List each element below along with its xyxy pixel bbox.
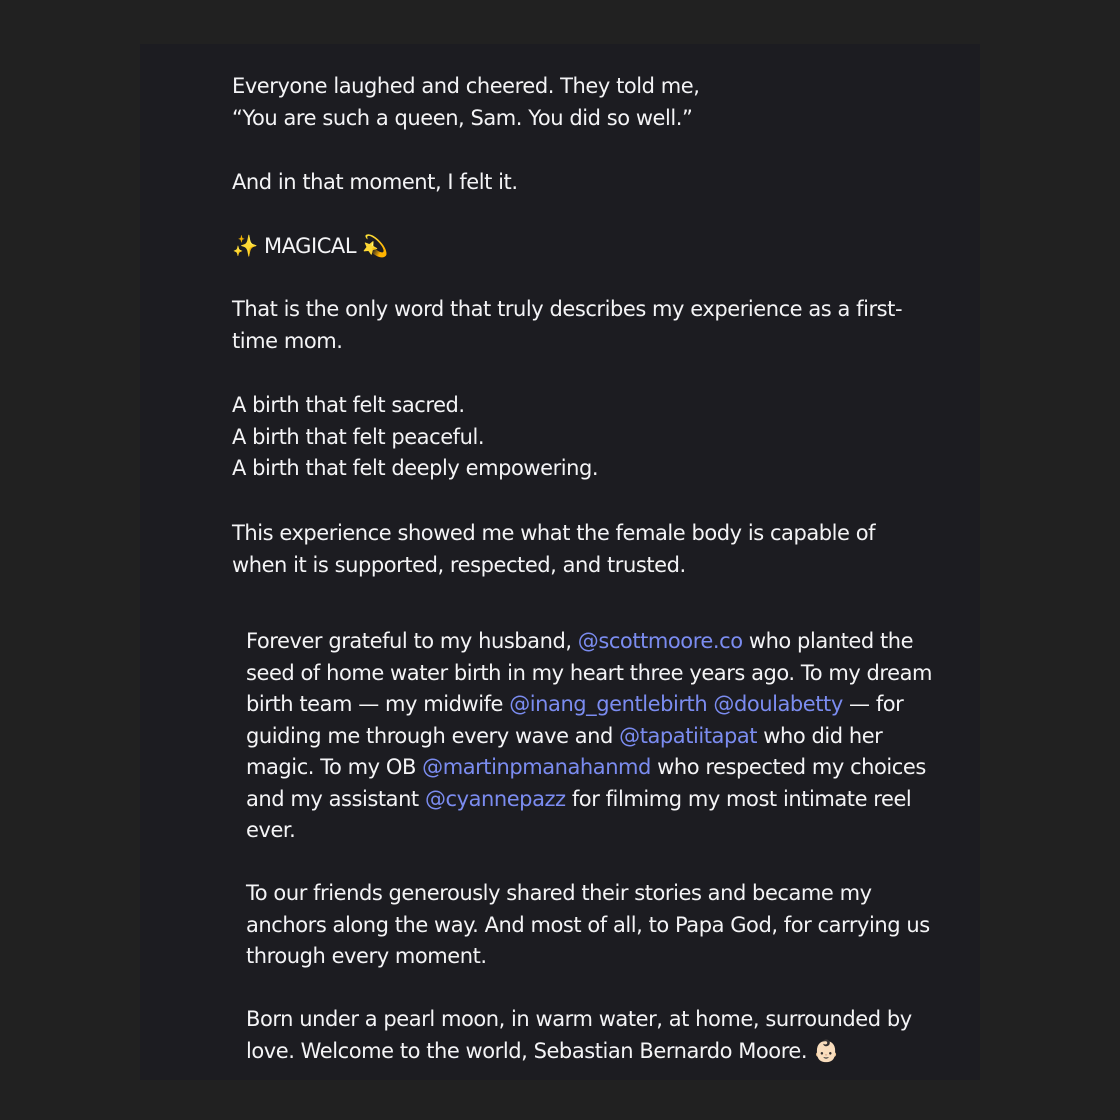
friends-line-3: through every moment. <box>246 944 487 968</box>
moment-paragraph <box>232 167 518 199</box>
mention-link-tapatiitapat[interactable]: @tapatiitapat <box>619 723 758 748</box>
describes-paragraph <box>232 294 902 357</box>
friends-line-1: To our friends generously shared their stories and became my <box>246 881 872 905</box>
gratitude-line-2: seed of home water birth in my heart three years ago. To my dream <box>246 660 933 685</box>
mention-link-cyannepazz[interactable]: @cyannepazz <box>424 786 566 811</box>
mention-link-martinpmanahanmd[interactable]: @martinpmanahanmd <box>422 755 651 779</box>
gratitude-text: who did her <box>757 723 883 748</box>
describes-line-2: time mom. <box>232 328 343 353</box>
gratitude-line-5 <box>246 752 932 784</box>
gratitude-text: and my assistant <box>246 786 425 811</box>
welcome-line-1: Born under a pearl moon, in warm water, at home, surrounded by <box>246 1007 912 1031</box>
magical-heading <box>232 231 388 263</box>
mention-link-scottmoore[interactable]: @scottmoore.co <box>577 629 743 653</box>
friends-line-2: anchors along the way. And most of all, to Papa God, for carrying us <box>246 912 930 937</box>
describes-line-1: That is the only word that truly describes my experience as a first- <box>232 297 903 321</box>
gratitude-line-4 <box>246 721 932 753</box>
welcome-paragraph <box>246 1004 912 1067</box>
birth-line-sacred: A birth that felt sacred. <box>232 393 465 417</box>
showed-line-2: when it is supported, respected, and trusted. <box>232 552 686 577</box>
intro-line-1: Everyone laughed and cheered. They told me, <box>232 74 700 98</box>
gratitude-line-1 <box>246 626 932 658</box>
gratitude-text: magic. To my OB <box>246 755 423 779</box>
moment-line: And in that moment, I felt it. <box>232 170 518 194</box>
magical-line <box>232 231 388 263</box>
showed-paragraph <box>232 518 875 581</box>
gratitude-text: who respected my choices <box>650 755 926 779</box>
sparkles-icon: ✨ <box>232 234 258 258</box>
welcome-line-2 <box>246 1036 912 1068</box>
intro-line-2: “You are such a queen, Sam. You did so well.” <box>232 105 693 130</box>
gratitude-text: Forever grateful to my husband, <box>246 629 578 653</box>
gratitude-paragraph <box>246 626 932 847</box>
gratitude-line-3 <box>246 689 932 721</box>
gratitude-text: guiding me through every wave and <box>246 723 620 748</box>
mention-link-inang-gentlebirth[interactable]: @inang_gentlebirth <box>509 692 708 716</box>
gratitude-text: birth team — my midwife <box>246 692 510 716</box>
intro-paragraph <box>232 71 699 134</box>
welcome-text: love. Welcome to the world, Sebastian Bernardo Moore. <box>246 1038 814 1063</box>
mention-link-doulabetty[interactable]: @doulabetty <box>713 692 843 716</box>
baby-icon: 👶🏻 <box>813 1038 840 1063</box>
birth-line-peaceful: A birth that felt peaceful. <box>232 424 485 449</box>
dizzy-icon: 💫 <box>362 234 389 258</box>
friends-paragraph <box>246 878 930 973</box>
showed-line-1: This experience showed me what the female body is capable of <box>232 521 876 545</box>
gratitude-text: for filmimg my most intimate reel <box>565 786 912 811</box>
births-paragraph <box>232 390 598 485</box>
gratitude-line-6 <box>246 784 932 816</box>
birth-line-empowering: A birth that felt deeply empowering. <box>232 456 599 480</box>
gratitude-line-7: ever. <box>246 818 296 842</box>
magical-word: MAGICAL <box>263 234 357 258</box>
gratitude-text: — for <box>842 692 904 716</box>
gratitude-text: who planted the <box>742 629 914 653</box>
